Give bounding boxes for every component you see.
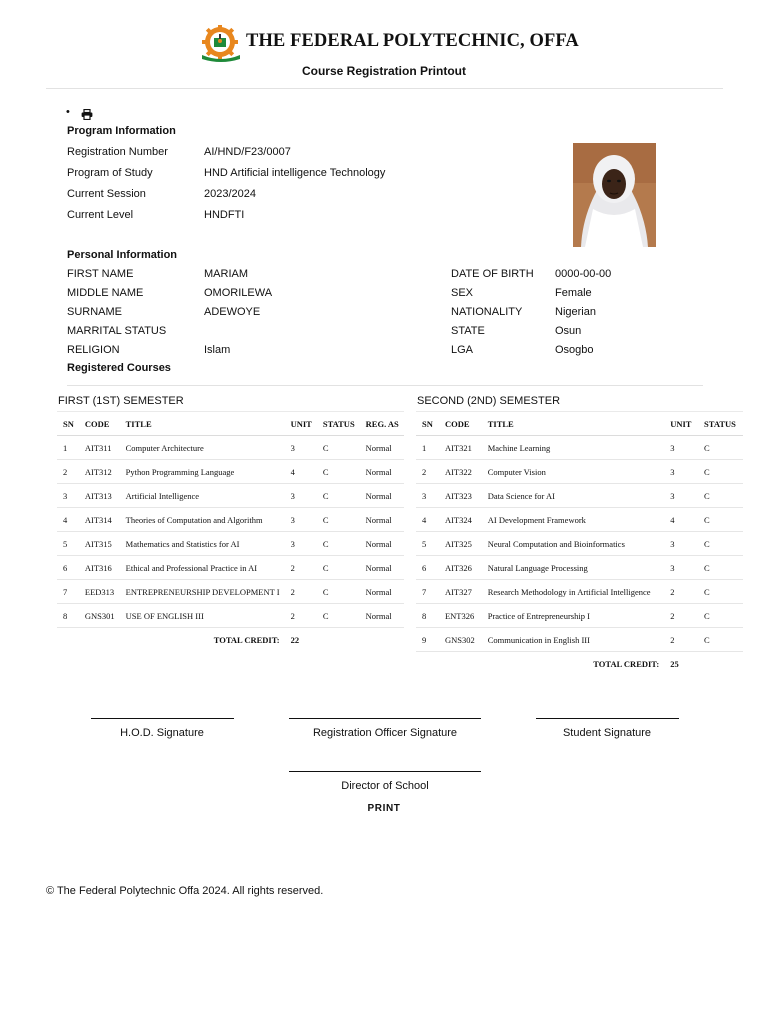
cell: 2 — [285, 604, 317, 628]
col-title: TITLE — [120, 412, 285, 436]
cell: C — [317, 556, 360, 580]
cell: 6 — [416, 556, 439, 580]
cell: 3 — [664, 460, 698, 484]
table-row — [416, 484, 743, 508]
first-semester-title: FIRST (1ST) SEMESTER — [58, 395, 184, 407]
cell: 3 — [664, 556, 698, 580]
table-row — [416, 508, 743, 532]
section-divider — [67, 385, 703, 386]
table-row — [416, 580, 743, 604]
cell: 4 — [664, 508, 698, 532]
cell: AIT324 — [439, 508, 482, 532]
director-signature-label: Director of School — [341, 780, 429, 792]
cell: C — [317, 460, 360, 484]
cell: AIT322 — [439, 460, 482, 484]
cell: GNS302 — [439, 628, 482, 652]
program-value: HNDFTI — [204, 209, 245, 221]
personal-value: Nigerian — [555, 306, 596, 318]
total-credit-label: TOTAL CREDIT: — [213, 634, 280, 645]
cell: C — [698, 628, 743, 652]
cell: Python Programming Language — [120, 460, 285, 484]
cell: Normal — [360, 460, 404, 484]
cell: 3 — [664, 436, 698, 460]
personal-label: LGA — [451, 344, 474, 356]
program-info-title: Program Information — [67, 125, 176, 137]
first-semester-table — [57, 411, 404, 651]
cell: 8 — [416, 604, 439, 628]
personal-label: NATIONALITY — [451, 306, 523, 318]
program-label: Program of Study — [67, 167, 153, 179]
personal-label: STATE — [451, 325, 485, 337]
cell: AIT315 — [79, 532, 120, 556]
cell: Normal — [360, 508, 404, 532]
cell: C — [698, 460, 743, 484]
cell: C — [317, 508, 360, 532]
cell: Computer Vision — [482, 460, 664, 484]
table-row — [416, 532, 743, 556]
cell: 4 — [57, 508, 79, 532]
cell: Normal — [360, 556, 404, 580]
registered-courses-title: Registered Courses — [67, 362, 171, 374]
cell: AIT313 — [79, 484, 120, 508]
cell: Natural Language Processing — [482, 556, 664, 580]
cell: AIT323 — [439, 484, 482, 508]
personal-label: MARRITAL STATUS — [67, 325, 167, 337]
program-label: Registration Number — [67, 146, 168, 158]
cell: 2 — [664, 604, 698, 628]
personal-label: SURNAME — [67, 306, 123, 318]
table-row — [57, 556, 404, 580]
cell: Practice of Entrepreneurship I — [482, 604, 664, 628]
second-semester-title: SECOND (2ND) SEMESTER — [417, 395, 561, 407]
cell: C — [698, 484, 743, 508]
cell: 3 — [285, 532, 317, 556]
cell: 7 — [57, 580, 79, 604]
cell: Ethical and Professional Practice in AI — [120, 556, 285, 580]
cell: 4 — [416, 508, 439, 532]
student-photo — [573, 143, 656, 247]
cell: Theories of Computation and Algorithm — [120, 508, 285, 532]
table-row — [416, 436, 743, 460]
personal-value: ADEWOYE — [204, 306, 261, 318]
col-sn: SN — [57, 412, 79, 436]
footer-copyright: © The Federal Polytechnic Offa 2024. All rights reserved. — [46, 885, 324, 897]
cell: 3 — [664, 532, 698, 556]
program-label: Current Session — [67, 188, 146, 200]
personal-value: 0000-00-00 — [555, 268, 612, 280]
col-title: TITLE — [482, 412, 664, 436]
cell: 2 — [285, 556, 317, 580]
cell: Normal — [360, 604, 404, 628]
personal-label: SEX — [451, 287, 474, 299]
program-label: Current Level — [67, 209, 134, 221]
cell: C — [698, 436, 743, 460]
cell: Data Science for AI — [482, 484, 664, 508]
total-credit-row — [57, 628, 404, 652]
cell: EED313 — [79, 580, 120, 604]
cell: ENTREPRENEURSHIP DEVELOPMENT I — [120, 580, 285, 604]
cell: 5 — [416, 532, 439, 556]
personal-value: Islam — [204, 344, 231, 356]
personal-value: Osogbo — [555, 344, 594, 356]
personal-label: RELIGION — [67, 344, 120, 356]
col-code: CODE — [439, 412, 482, 436]
cell: 2 — [664, 580, 698, 604]
cell: Computer Architecture — [120, 436, 285, 460]
cell: C — [698, 508, 743, 532]
cell: Research Methodology in Artificial Intelligence — [482, 580, 664, 604]
cell: Neural Computation and Bioinformatics — [482, 532, 664, 556]
table-row — [57, 508, 404, 532]
list-bullet: • — [66, 106, 70, 118]
cell: C — [317, 484, 360, 508]
personal-label: FIRST NAME — [67, 268, 134, 280]
officer-signature-line — [289, 718, 481, 719]
program-value: AI/HND/F23/0007 — [204, 146, 291, 158]
cell: 2 — [664, 628, 698, 652]
cell: 8 — [57, 604, 79, 628]
personal-value: Female — [555, 287, 592, 299]
cell: 2 — [57, 460, 79, 484]
col-reg-as: REG. AS — [360, 412, 404, 436]
personal-label: DATE OF BIRTH — [451, 268, 534, 280]
table-row — [57, 460, 404, 484]
cell: C — [317, 436, 360, 460]
table-row — [57, 580, 404, 604]
cell: AIT311 — [79, 436, 120, 460]
cell: 3 — [285, 436, 317, 460]
table-header-row — [416, 412, 743, 436]
cell: 4 — [285, 460, 317, 484]
cell: 1 — [57, 436, 79, 460]
cell: AI Development Framework — [482, 508, 664, 532]
student-signature-label: Student Signature — [562, 727, 652, 739]
table-row — [57, 532, 404, 556]
personal-value: Osun — [555, 325, 582, 337]
cell: 3 — [57, 484, 79, 508]
col-status: STATUS — [698, 412, 743, 436]
second-semester-table — [416, 411, 743, 675]
personal-label: MIDDLE NAME — [67, 287, 144, 299]
cell: 3 — [416, 484, 439, 508]
cell: Machine Learning — [482, 436, 664, 460]
cell: USE OF ENGLISH III — [120, 604, 285, 628]
table-row — [416, 556, 743, 580]
cell: GNS301 — [79, 604, 120, 628]
cell: C — [698, 532, 743, 556]
cell: C — [317, 580, 360, 604]
cell: AIT316 — [79, 556, 120, 580]
total-credit-label: TOTAL CREDIT: — [593, 658, 660, 669]
cell: C — [698, 556, 743, 580]
officer-signature-label: Registration Officer Signature — [312, 727, 458, 739]
cell: Artificial Intelligence — [120, 484, 285, 508]
cell: Communication in English III — [482, 628, 664, 652]
cell: 5 — [57, 532, 79, 556]
header-divider — [46, 88, 723, 89]
cell: 6 — [57, 556, 79, 580]
director-signature-line — [289, 771, 481, 772]
cell: C — [698, 580, 743, 604]
total-credit-value: 25 — [670, 658, 679, 669]
cell: Mathematics and Statistics for AI — [120, 532, 285, 556]
table-row — [57, 436, 404, 460]
cell: ENT326 — [439, 604, 482, 628]
cell: 3 — [285, 484, 317, 508]
institution-name: THE FEDERAL POLYTECHNIC, OFFA — [246, 31, 579, 51]
cell: 3 — [285, 508, 317, 532]
program-value: HND Artificial intelligence Technology — [204, 167, 386, 179]
cell: 7 — [416, 580, 439, 604]
personal-value: OMORILEWA — [204, 287, 273, 299]
personal-value: MARIAM — [204, 268, 248, 280]
cell: C — [317, 604, 360, 628]
col-unit: UNIT — [664, 412, 698, 436]
col-unit: UNIT — [285, 412, 317, 436]
cell: AIT321 — [439, 436, 482, 460]
cell: 2 — [285, 580, 317, 604]
cell: AIT325 — [439, 532, 482, 556]
hod-signature-line — [91, 718, 234, 719]
col-sn: SN — [416, 412, 439, 436]
cell: 2 — [416, 460, 439, 484]
cell: Normal — [360, 484, 404, 508]
cell: 1 — [416, 436, 439, 460]
cell: 3 — [664, 484, 698, 508]
hod-signature-label: H.O.D. Signature — [120, 727, 204, 739]
program-value: 2023/2024 — [204, 188, 256, 200]
cell: Normal — [360, 532, 404, 556]
table-row — [57, 484, 404, 508]
polytechnic-logo — [199, 25, 243, 63]
cell: 9 — [416, 628, 439, 652]
cell: AIT312 — [79, 460, 120, 484]
cell: C — [698, 604, 743, 628]
print-button[interactable]: PRINT — [367, 803, 401, 814]
cell: AIT314 — [79, 508, 120, 532]
cell: AIT327 — [439, 580, 482, 604]
table-row — [416, 604, 743, 628]
table-row — [57, 604, 404, 628]
page-subtitle: Course Registration Printout — [301, 64, 466, 78]
total-credit-value: 22 — [290, 634, 300, 645]
col-code: CODE — [79, 412, 120, 436]
total-credit-row — [416, 652, 743, 676]
student-signature-line — [536, 718, 679, 719]
col-status: STATUS — [317, 412, 360, 436]
cell: Normal — [360, 436, 404, 460]
table-row — [416, 628, 743, 652]
printer-icon[interactable] — [81, 107, 93, 125]
personal-info-title: Personal Information — [67, 249, 178, 261]
cell: AIT326 — [439, 556, 482, 580]
cell: Normal — [360, 580, 404, 604]
cell: C — [317, 532, 360, 556]
table-header-row — [57, 412, 404, 436]
table-row — [416, 460, 743, 484]
